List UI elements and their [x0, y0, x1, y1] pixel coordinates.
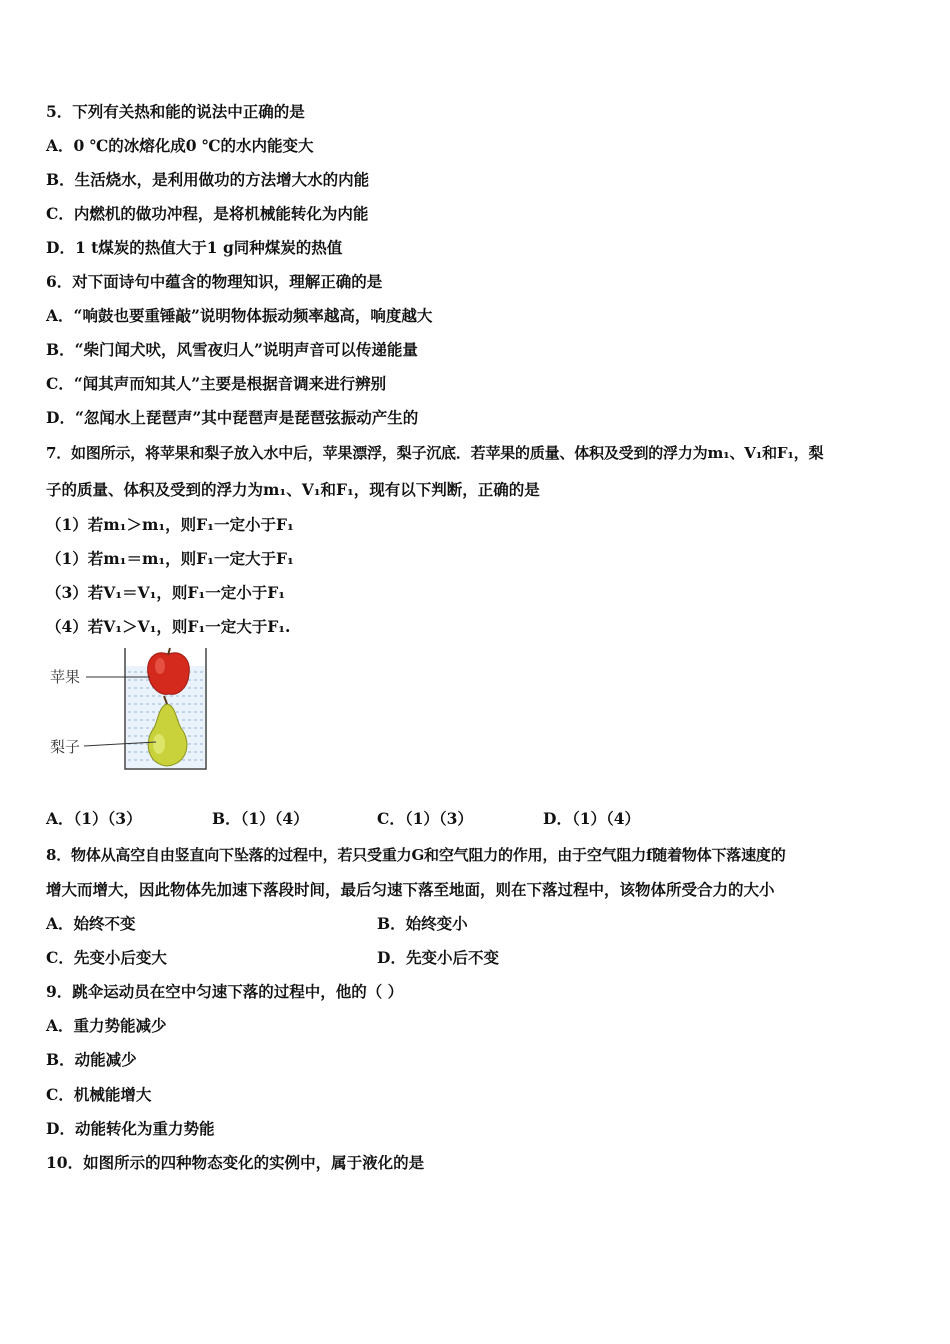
q5-option-a: A．0 ℃的冰熔化成0 ℃的水内能变大 [46, 136, 314, 155]
q9-option-b: B．动能减少 [46, 1050, 137, 1069]
q7-stem-line2: 子的质量、体积及受到的浮力为m₁、V₁和F₁，现有以下判断，正确的是 [46, 480, 540, 499]
q7-stem-line1: 7．如图所示，将苹果和梨子放入水中后，苹果漂浮，梨子沉底．若苹果的质量、体积及受到的浮力为m₁、V₁和F₁，梨 [46, 444, 824, 462]
q8-option-c: C．先变小后变大 [46, 948, 167, 967]
q6-option-b: B．“柴门闻犬吠，风雪夜归人”说明声音可以传递能量 [46, 340, 418, 359]
q8-option-b: B．始终变小 [377, 914, 468, 933]
q7-option-c: C．（1）（3） [377, 809, 473, 828]
q8-option-a: A．始终不变 [46, 914, 136, 933]
q7-option-a: A．（1）（3） [46, 809, 142, 828]
apple-label: 苹果 [50, 668, 81, 686]
q7-judgement-1: （1）若m₁＞m₁，则F₁一定小于F₁ [46, 515, 294, 534]
q8-stem-line2: 增大而增大，因此物体先加速下落段时间，最后匀速下落至地面，则在下落过程中，该物体所受合力的大小 [46, 880, 775, 899]
q9-stem: 9．跳伞运动员在空中匀速下落的过程中，他的（ ） [46, 982, 404, 1001]
q9-option-c: C．机械能增大 [46, 1085, 152, 1104]
q5-option-d: D．1 t煤炭的热值大于1 g同种煤炭的热值 [46, 238, 343, 257]
q6-option-a: A．“响鼓也要重锤敲”说明物体振动频率越高，响度越大 [46, 306, 433, 325]
q7-option-b: B．（1）（4） [212, 809, 309, 828]
q7-option-d: D．（1）（4） [543, 809, 641, 828]
q7-judgement-4: （4）若V₁＞V₁，则F₁一定大于F₁. [46, 617, 291, 636]
q5-stem: 5．下列有关热和能的说法中正确的是 [46, 102, 305, 121]
q6-stem: 6．对下面诗句中蕴含的物理知识，理解正确的是 [46, 272, 383, 291]
q5-option-c: C．内燃机的做功冲程，是将机械能转化为内能 [46, 204, 369, 223]
q9-option-d: D．动能转化为重力势能 [46, 1119, 215, 1138]
q7-judgement-2: （1）若m₁＝m₁，则F₁一定大于F₁ [46, 549, 294, 568]
q5-option-b: B．生活烧水，是利用做功的方法增大水的内能 [46, 170, 370, 189]
q6-option-d: D．“忽闻水上琵琶声”其中琵琶声是琵琶弦振动产生的 [46, 408, 419, 427]
q7-figure [46, 646, 216, 774]
q10-stem: 10．如图所示的四种物态变化的实例中，属于液化的是 [46, 1153, 425, 1172]
q7-judgement-3: （3）若V₁＝V₁，则F₁一定小于F₁ [46, 583, 286, 602]
q8-option-d: D．先变小后不变 [377, 948, 499, 967]
q8-stem-line1: 8．物体从高空自由竖直向下坠落的过程中，若只受重力G和空气阻力的作用，由于空气阻力f随着物体下落速度的 [46, 846, 786, 864]
pear-label: 梨子 [50, 738, 81, 756]
q9-option-a: A．重力势能减少 [46, 1016, 167, 1035]
apple-shape [148, 648, 190, 694]
q6-option-c: C．“闻其声而知其人”主要是根据音调来进行辨别 [46, 374, 387, 393]
